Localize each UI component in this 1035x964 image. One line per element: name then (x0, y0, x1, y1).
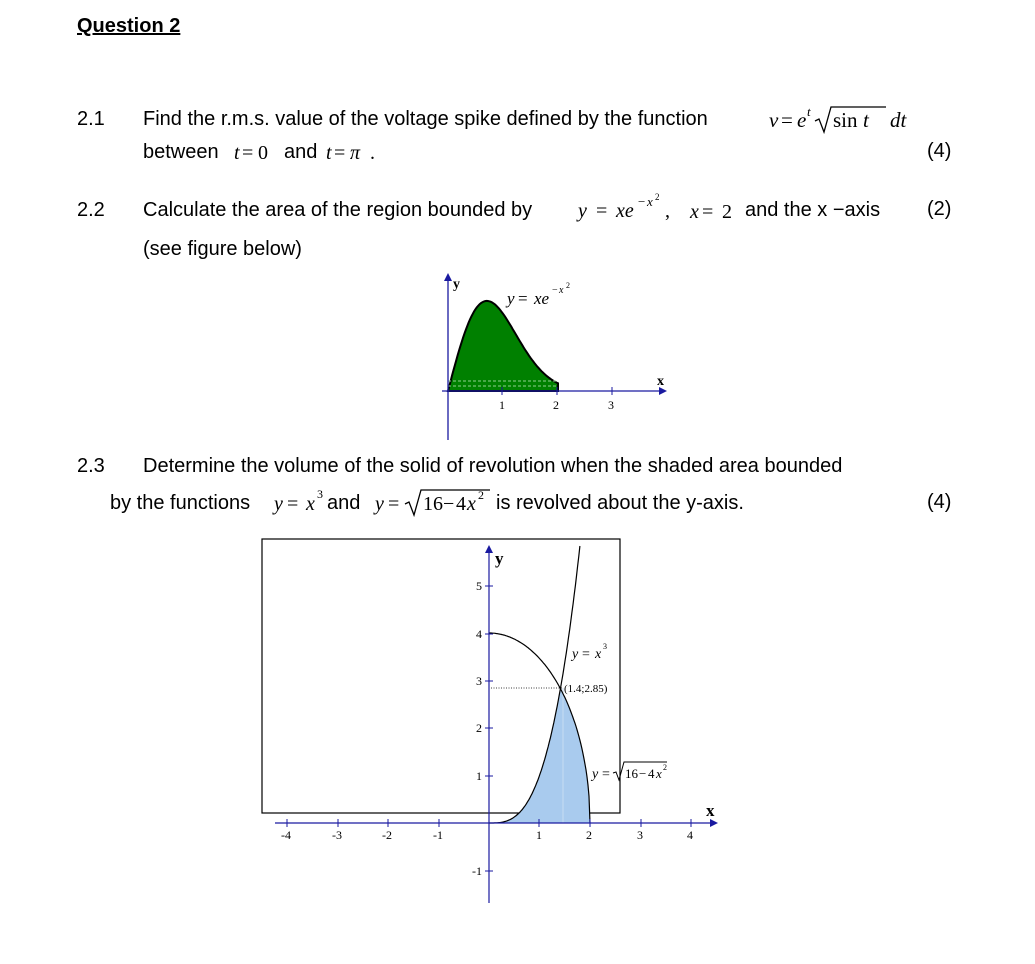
svg-text:y: y (578, 200, 587, 222)
x-axis-label: x (706, 801, 715, 820)
svg-text:=: = (518, 289, 528, 308)
svg-text:e: e (797, 108, 807, 132)
svg-text:xe: xe (534, 289, 550, 308)
q2-see-figure: (see figure below) (143, 238, 302, 260)
y-tick-label: 3 (476, 674, 482, 688)
x-tick-label: -4 (281, 828, 291, 842)
svg-text:=: = (242, 142, 254, 164)
q3-f2 (373, 482, 493, 523)
svg-text:t: t (234, 142, 240, 164)
q2-text-axis: and the x −axis (745, 199, 881, 221)
q1-marks: (4) (927, 140, 952, 162)
y-tick-label: 2 (476, 721, 482, 735)
figure-volume-plot (255, 533, 735, 918)
area-fill (448, 301, 558, 391)
svg-text:=: = (596, 200, 608, 222)
svg-text:=: = (287, 493, 299, 515)
svg-text:y: y (375, 493, 384, 515)
x-tick-label: 2 (553, 398, 559, 412)
svg-text:=: = (702, 201, 714, 223)
svg-text:π: π (350, 142, 361, 164)
x-tick-label: 1 (536, 828, 542, 842)
figure-area-svg (430, 268, 680, 443)
svg-text:x: x (656, 766, 662, 781)
y-axis-label: y (495, 549, 504, 568)
svg-text:t: t (326, 142, 332, 164)
q1-text: Find the r.m.s. value of the voltage spike defined by the function (143, 108, 708, 130)
y-tick-label: 5 (476, 579, 482, 593)
svg-text:2: 2 (722, 201, 732, 223)
svg-text:y: y (592, 767, 599, 782)
svg-text:3: 3 (603, 642, 607, 651)
svg-text:16: 16 (625, 766, 638, 781)
svg-text:2: 2 (655, 192, 660, 202)
svg-text:xe: xe (616, 200, 634, 222)
svg-text:v: v (769, 108, 779, 132)
x-axis-label: x (657, 374, 664, 389)
x-tick-label: -3 (332, 828, 342, 842)
q1-lower-limit (234, 137, 279, 172)
svg-text:4: 4 (456, 493, 466, 515)
q1-number: 2.1 (77, 108, 105, 130)
svg-text:=: = (781, 108, 793, 132)
svg-text:x: x (306, 493, 315, 515)
q2-bound (688, 196, 740, 231)
svg-text:=: = (602, 767, 610, 782)
x-axis-arrow (710, 819, 718, 827)
q2-number: 2.2 (77, 199, 105, 221)
svg-text:x: x (595, 647, 602, 662)
x-tick-label: 3 (637, 828, 643, 842)
x-tick-label: 2 (586, 828, 592, 842)
svg-text:=: = (388, 493, 400, 515)
svg-text:y: y (274, 493, 283, 515)
svg-text:−: − (639, 766, 647, 781)
y-axis-label: y (453, 277, 460, 292)
svg-text:3: 3 (317, 487, 323, 501)
svg-text:2: 2 (478, 488, 484, 502)
svg-text:x: x (467, 493, 476, 515)
svg-text:2: 2 (566, 281, 570, 290)
q3-marks: (4) (927, 491, 952, 513)
svg-text:sin: sin (833, 108, 858, 132)
q2-formula (576, 190, 684, 229)
question-heading: Question 2 (77, 15, 181, 37)
svg-text:2: 2 (663, 763, 667, 772)
svg-text:=: = (334, 142, 346, 164)
svg-text:−: − (638, 194, 646, 209)
intersection-label: (1.4;2.85) (564, 683, 608, 695)
svg-text:4: 4 (648, 766, 655, 781)
svg-text:y: y (507, 289, 515, 308)
svg-text:16: 16 (423, 493, 443, 515)
x-tick-label: 1 (499, 398, 505, 412)
figure-area-plot (430, 268, 680, 448)
svg-text:x: x (690, 201, 699, 223)
q1-formula (769, 101, 919, 140)
x-tick-label: -2 (382, 828, 392, 842)
svg-text:=: = (582, 647, 590, 662)
q3-text-revolved: is revolved about the y-axis. (496, 492, 744, 514)
curve-label (505, 281, 570, 308)
svg-text:,: , (665, 200, 670, 222)
x-tick-label: -1 (433, 828, 443, 842)
y-axis-arrow (444, 273, 452, 281)
q3-text-functions: by the functions (110, 492, 251, 514)
svg-text:t: t (807, 104, 811, 119)
svg-text:0: 0 (258, 142, 268, 164)
svg-text:t: t (863, 108, 869, 132)
svg-text:−: − (552, 285, 558, 296)
y-tick-label: 4 (476, 627, 482, 641)
figure-volume-svg (255, 533, 735, 913)
q2-marks: (2) (927, 198, 952, 220)
y-tick-label: -1 (472, 864, 482, 878)
svg-text:y: y (572, 647, 579, 662)
x-tick-label: 3 (608, 398, 614, 412)
q1-and: and (284, 141, 318, 163)
svg-text:dt: dt (890, 108, 907, 132)
svg-text:−: − (443, 493, 455, 515)
q3-number: 2.3 (77, 455, 105, 477)
q3-text: Determine the volume of the solid of revolution when the shaded area bounded (143, 455, 843, 477)
q1-upper-limit (326, 137, 382, 172)
q3-f1 (272, 485, 328, 522)
svg-text:.: . (370, 142, 375, 164)
svg-text:x: x (647, 194, 653, 209)
x-tick-label: 4 (687, 828, 693, 842)
q3-and: and (327, 492, 361, 514)
y-tick-label: 1 (476, 769, 482, 783)
q1-between: between (143, 141, 219, 163)
svg-text:x: x (559, 285, 564, 296)
q2-text: Calculate the area of the region bounded by (143, 199, 533, 221)
